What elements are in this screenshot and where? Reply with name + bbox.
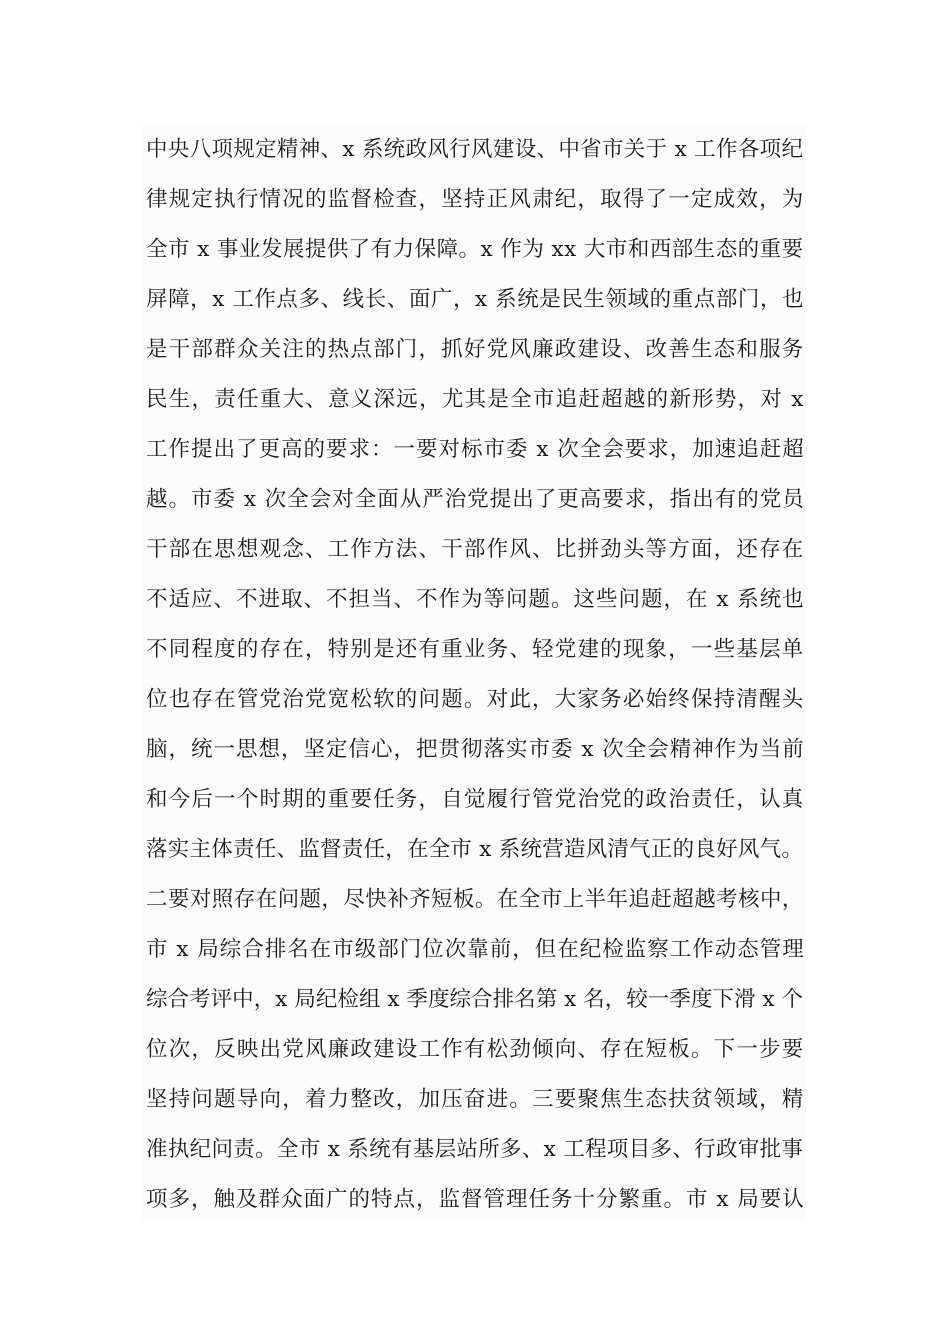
text-line: 综合考评中，x 局纪检组 x 季度综合排名第 x 名，较一季度下滑 x 个	[146, 987, 803, 1012]
text-line: 律规定执行情况的监督检查，坚持正风肃纪，取得了一定成效，为	[146, 187, 805, 212]
text-line: 屏障，x 工作点多、线长、面广，x 系统是民生领域的重点部门，也	[146, 287, 805, 312]
text-line: 落实主体责任、监督责任，在全市 x 系统营造风清气正的良好风气。	[146, 837, 804, 862]
text-line: 全市 x 事业发展提供了有力保障。x 作为 xx 大市和西部生态的重要	[146, 237, 804, 262]
text-line: 坚持问题导向，着力整改，加压奋进。三要聚焦生态扶贫领域，精	[146, 1087, 805, 1112]
text-line: 二要对照存在问题，尽快补齐短板。在全市上半年追赶超越考核中，	[146, 887, 804, 912]
text-line: 位也存在管党治党宽松软的问题。对此，大家务必始终保持清醒头	[146, 687, 805, 712]
text-line: 位次，反映出党风廉政建设工作有松劲倾向、存在短板。下一步要	[146, 1037, 805, 1062]
text-line: 工作提出了更高的要求：一要对标市委 x 次全会要求，加速追赶超	[146, 437, 805, 462]
text-line: 准执纪问责。全市 x 系统有基层站所多、x 工程项目多、行政审批事	[146, 1137, 804, 1162]
text-line: 项多，触及群众面广的特点，监督管理任务十分繁重。市 x 局要认	[146, 1187, 805, 1212]
text-line: 不适应、不进取、不担当、不作为等问题。这些问题，在 x 系统也	[146, 587, 805, 612]
text-line: 和今后一个时期的重要任务，自觉履行管党治党的政治责任，认真	[146, 787, 805, 812]
text-line: 民生，责任重大、意义深远，尤其是全市追赶超越的新形势，对 x	[146, 387, 805, 412]
text-line: 脑，统一思想，坚定信心，把贯彻落实市委 x 次全会精神作为当前	[146, 737, 805, 762]
text-line: 是干部群众关注的热点部门，抓好党风廉政建设、改善生态和服务	[146, 337, 805, 362]
text-line: 中央八项规定精神、x 系统政风行风建设、中省市关于 x 工作各项纪	[146, 137, 804, 162]
text-line: 越。市委 x 次全会对全面从严治党提出了更高要求，指出有的党员	[146, 487, 805, 512]
text-line: 干部在思想观念、工作方法、干部作风、比拼劲头等方面，还存在	[146, 537, 805, 562]
text-line: 不同程度的存在，特别是还有重业务、轻党建的现象，一些基层单	[146, 637, 805, 662]
text-line: 市 x 局综合排名在市级部门位次靠前，但在纪检监察工作动态管理	[146, 937, 805, 962]
